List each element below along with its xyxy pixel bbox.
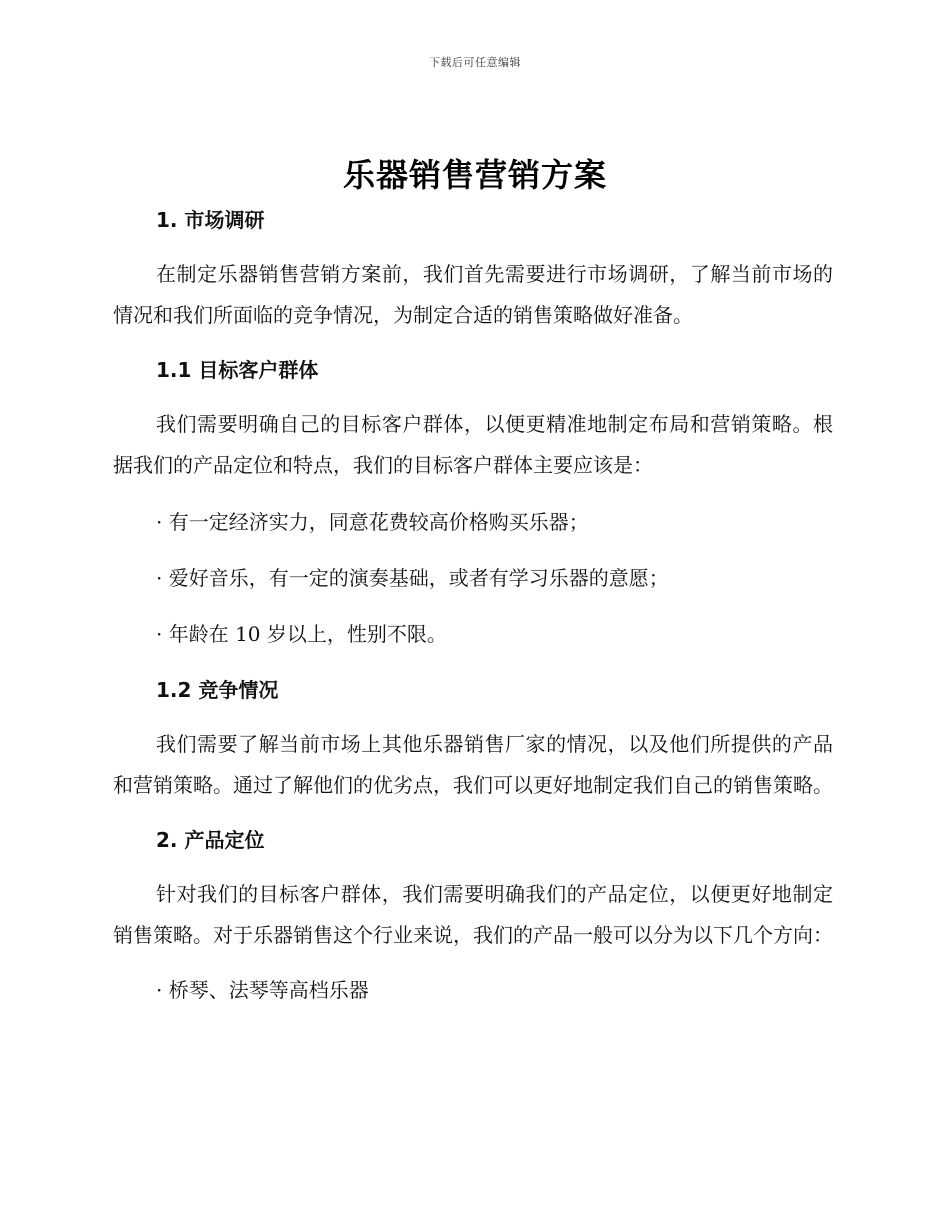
section-heading-target-customers: 1.1 目标客户群体 <box>156 358 319 382</box>
list-item: · 爱好音乐，有一定的演奏基础，或者有学习乐器的意愿； <box>156 566 669 590</box>
document-title: 乐器销售营销方案 <box>342 156 607 194</box>
paragraph-product-positioning: 针对我们的目标客户群体，我们需要明确我们的产品定位，以便更好地制定销售策略。对于乐器销售这个行业来说，我们的产品一般可以分为以下几个方向： <box>113 882 833 947</box>
list-item: · 桥琴、法琴等高档乐器 <box>156 978 369 1002</box>
section-heading-product-positioning: 2. 产品定位 <box>156 828 265 852</box>
document-body <box>113 200 833 1010</box>
list-item: · 有一定经济实力，同意花费较高价格购买乐器； <box>156 510 589 534</box>
paragraph-competition: 我们需要了解当前市场上其他乐器销售厂家的情况，以及他们所提供的产品和营销策略。通过了解他们的优劣点，我们可以更好地制定我们自己的销售策略。 <box>113 732 833 797</box>
section-heading-market-research: 1. 市场调研 <box>156 208 265 232</box>
paragraph-target-customers: 我们需要明确自己的目标客户群体，以便更精准地制定布局和营销策略。根据我们的产品定位和特点，我们的目标客户群体主要应该是： <box>113 412 833 477</box>
page-header-note: 下载后可任意编辑 <box>429 56 521 69</box>
section-heading-competition: 1.2 竞争情况 <box>156 678 279 702</box>
list-item: · 年龄在 10 岁以上，性别不限。 <box>156 622 447 646</box>
paragraph-market-research: 在制定乐器销售营销方案前，我们首先需要进行市场调研，了解当前市场的情况和我们所面临的竞争情况，为制定合适的销售策略做好准备。 <box>113 262 833 327</box>
